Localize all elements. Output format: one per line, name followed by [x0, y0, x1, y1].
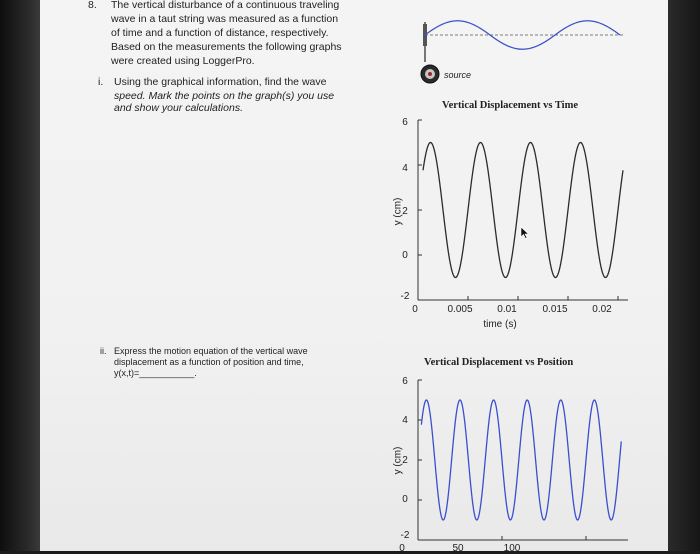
chart1-ytick-2: 2 [402, 206, 408, 217]
chart1-xtick-002: 0.02 [592, 304, 612, 315]
chart2-title: Vertical Displacement vs Position [424, 357, 574, 368]
question-line-5: were created using LoggerPro. [111, 55, 255, 67]
mouse-cursor-icon [520, 226, 530, 240]
question-line-4: Based on the measurements the following graphs [111, 41, 342, 53]
chart2-ytick-2: 2 [402, 455, 408, 466]
part-ii-line-2: displacement as a function of position and time, [114, 357, 304, 367]
chart1-xtick-0015: 0.015 [542, 304, 568, 315]
part-ii-marker: ii. [100, 346, 107, 356]
chart1-xtick-0: 0 [412, 304, 418, 315]
chart1-title: Vertical Displacement vs Time [442, 100, 578, 111]
part-i-line-2: speed. Mark the points on the graph(s) you use [114, 90, 335, 102]
chart2-ytick-minus2: -2 [400, 530, 410, 541]
question-line-2: wave in a taut string was measured as a function [111, 13, 339, 25]
chart1-ytick-0: 0 [402, 250, 408, 261]
part-i-marker: i. [98, 76, 104, 88]
monitor-bezel-right [668, 0, 700, 551]
part-ii-line-3: y(x,t)=___________. [114, 368, 197, 378]
source-label: source [444, 70, 472, 80]
question-number: 8. [88, 0, 97, 11]
chart2-ytick-0: 0 [402, 494, 408, 505]
chart1-xlabel: time (s) [483, 319, 517, 330]
worksheet-page [40, 0, 668, 554]
chart1-ytick-minus2: -2 [400, 291, 410, 302]
chart1-xtick-001: 0.01 [497, 304, 517, 315]
series-line [421, 400, 621, 520]
question-line-1: The vertical disturbance of a continuous traveling [111, 0, 340, 11]
monitor-bezel-left [0, 0, 40, 551]
part-ii-line-1: Express the motion equation of the vertical wave [114, 346, 308, 356]
chart2-ytick-4: 4 [402, 415, 408, 426]
series-line [423, 143, 623, 278]
vertical-displacement-vs-position-chart [418, 380, 628, 540]
chart1-ytick-6: 6 [402, 117, 408, 128]
chart1-ytick-4: 4 [402, 163, 408, 174]
chart1-xtick-0005: 0.005 [447, 304, 473, 315]
chart2-xtick-100: 100 [503, 543, 521, 554]
chart2-ylabel: y (cm) [392, 446, 404, 475]
part-i-line-3: and show your calculations. [114, 102, 243, 114]
chart2-xtick-0: 0 [399, 543, 405, 554]
wave-source-diagram [420, 18, 650, 88]
part-i-line-1: Using the graphical information, find the wave [114, 76, 327, 88]
chart2-xtick-50: 50 [452, 543, 464, 554]
source-icon-center [428, 72, 432, 76]
vertical-displacement-vs-time-chart [418, 120, 628, 300]
chart2-ytick-6: 6 [402, 376, 408, 387]
chart1-ylabel: y (cm) [392, 197, 404, 226]
question-line-3: of time and a function of distance, respectively. [111, 27, 329, 39]
